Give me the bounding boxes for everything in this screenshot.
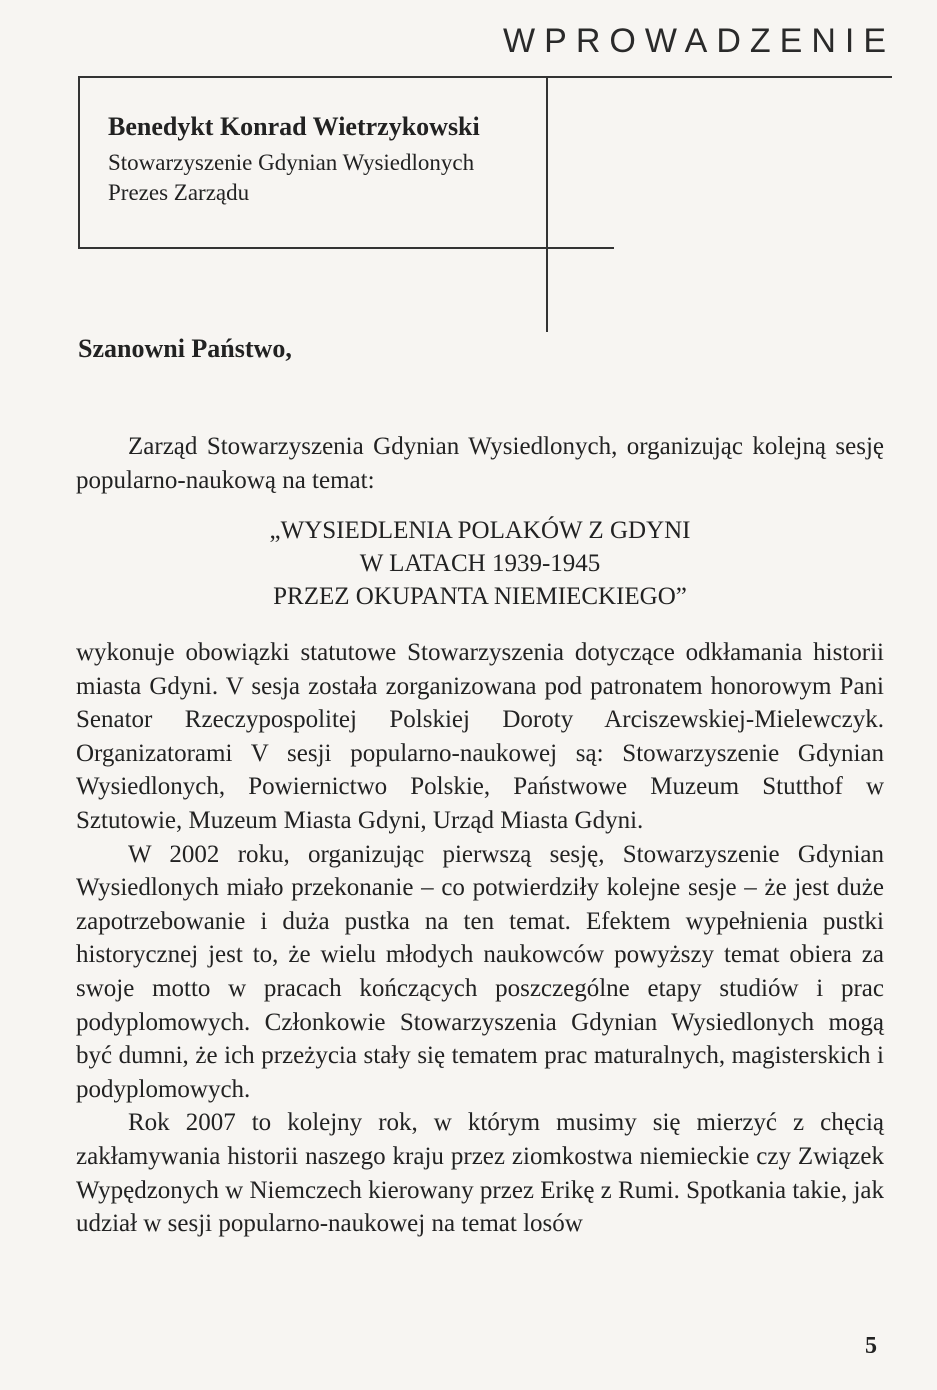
page-number: 5 bbox=[865, 1333, 877, 1359]
intro-block bbox=[76, 430, 884, 497]
author-name: Benedykt Konrad Wietrzykowski bbox=[108, 112, 480, 141]
seminar-title bbox=[76, 514, 884, 613]
box-bottom-line bbox=[78, 247, 614, 249]
section-title: WPROWADZENIE bbox=[503, 22, 895, 60]
author-role: Prezes Zarządu bbox=[108, 180, 250, 205]
seminar-title-line-1: „WYSIEDLENIA POLAKÓW Z GDYNI bbox=[269, 517, 691, 544]
intro-paragraph: Zarząd Stowarzyszenia Gdynian Wysiedlonych, organizując kolejną sesję popularno-naukową na temat: bbox=[76, 433, 884, 494]
seminar-title-line-3: PRZEZ OKUPANTA NIEMIECKIEGO” bbox=[273, 583, 687, 610]
seminar-title-line-2: W LATACH 1939-1945 bbox=[359, 550, 601, 577]
box-right-line bbox=[546, 76, 548, 332]
author-block bbox=[108, 112, 480, 208]
paragraph-1: wykonuje obowiązki statutowe Stowarzyszenia dotyczące odkłamania historii miasta Gdyni. V sesja została zorganizowana pod patronatem honorowym Pani Senator Rzeczypospolitej Polskiej Doroty Arciszewskiej-Mielewczyk. Organizatorami V sesji popularno-naukowej są: Stowarzyszenie Gdynian Wysiedlonych, Powiernictwo Polskie, Państwowe Muzeum Stutthof w Sztutowie, Muzeum Miasta Gdyni, Urząd Miasta Gdyni. bbox=[76, 639, 884, 834]
greeting: Szanowni Państwo, bbox=[78, 334, 292, 363]
paragraph-2: W 2002 roku, organizując pierwszą sesję, Stowarzyszenie Gdynian Wysiedlonych miało przekonanie – co potwierdziły kolejne sesje – że jest duże zapotrzebowanie i duża pustka na ten temat. Efektem wypełnienia pustki historycznej jest to, że wielu młodych naukowców powyższy temat obiera za swoje motto w pracach kończących poszczególne etapy studiów i prac podyplomowych. Członkowie Stowarzyszenia Gdynian Wysiedlonych mogą być dumni, że ich przeżycia stały się tematem prac maturalnych, magisterskich i podyplomowych. bbox=[76, 840, 884, 1103]
paragraph-3: Rok 2007 to kolejny rok, w którym musimy się mierzyć z chęcią zakłamywania historii naszego kraju przez ziomkostwa niemieckie czy Związek Wypędzonych w Niemczech kierowany przez Erikę z Rumi. Spotkania takie, jak udział w sesji popularno-naukowej na temat losów bbox=[76, 1109, 884, 1238]
box-top-line bbox=[78, 76, 892, 78]
main-text bbox=[76, 636, 884, 1241]
box-left-line bbox=[78, 76, 80, 248]
author-organization: Stowarzyszenie Gdynian Wysiedlonych bbox=[108, 150, 475, 175]
